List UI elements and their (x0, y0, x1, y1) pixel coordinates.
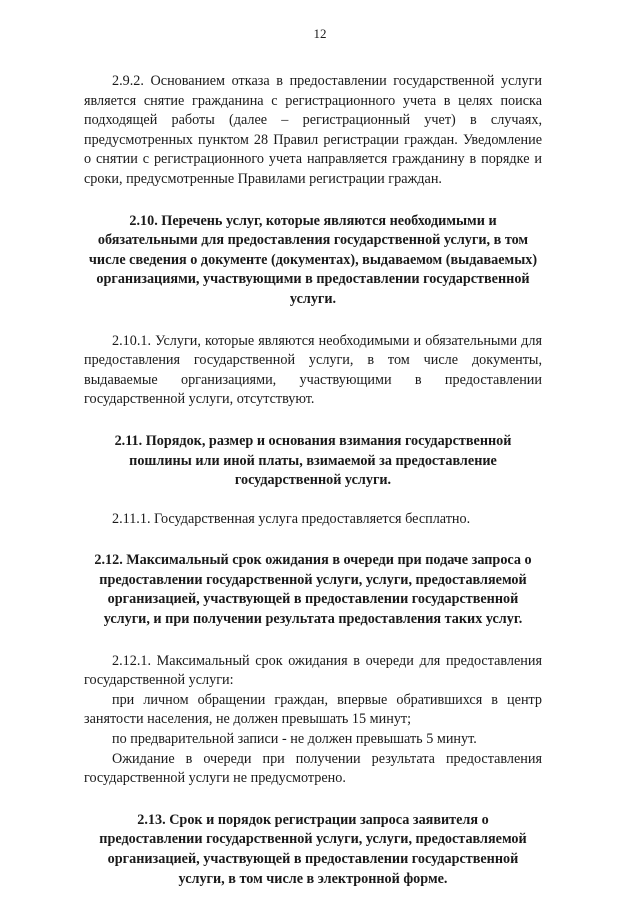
paragraph-2-11-1: 2.11.1. Государственная услуга предоставляется бесплатно. (112, 510, 471, 527)
paragraph-2-12-1-appointment: по предварительной записи - не должен превышать 5 минут. (112, 731, 477, 748)
paragraph-2-9-2: 2.9.2. Основанием отказа в предоставлении государственной услуги является снятие гражданина с регистрационного учета в целях поиска подходящей работы (далее – регистрационный учет) в случаях, предусмотренных пунктом 28 Правил регистрации граждан. Уведомление о снятии с регистрационного учета направляется гражданину в порядке и сроки, предусмотренные Правилами регистрации граждан. (84, 73, 542, 187)
heading-2-12: 2.12. Максимальный срок ожидания в очереди при подаче запроса о предоставлении государственной услуги, услуги, предоставляемой организацией, участвующей в предоставлении государственной услуги, и при получении результата предоставления таких услуг. (94, 552, 532, 628)
heading-2-10: 2.10. Перечень услуг, которые являются необходимыми и обязательными для предоставления государственной услуги, в том числе сведения о документе (документах), выдаваемом (выдаваемых) организациями, участвующими в предоставлении государственной услуги. (88, 212, 538, 307)
spacer (84, 789, 542, 811)
heading-2-13: 2.13. Срок и порядок регистрации запроса заявителя о предоставлении государственной услуги, услуги, предоставляемой организацией, участвующей в предоставлении государственной услуги, в том числе в электронной форме. (99, 811, 527, 887)
spacer (84, 310, 542, 332)
heading-2-11: 2.11. Порядок, размер и основания взимания государственной пошлины или иной платы, взимаемой за предоставление государственной услуги. (114, 432, 512, 489)
spacer (84, 410, 542, 432)
page-number: 12 (313, 26, 327, 41)
spacer (84, 190, 542, 212)
spacer (84, 529, 542, 551)
paragraph-2-12-1-result-wait: Ожидание в очереди при получении результата предоставления государственной услуги не предусмотрено. (84, 750, 542, 787)
paragraph-2-10-1: 2.10.1. Услуги, которые являются необходимыми и обязательными для предоставления государственной услуги, в том числе документы, выдаваемые организациями, участвующими в предоставлении государственной услуги, отсутствуют. (84, 332, 542, 408)
paragraph-2-12-1-personal-visit: при личном обращении граждан, впервые обратившихся в центр занятости населения, не должен превышать 15 минут; (84, 691, 542, 728)
spacer (84, 491, 542, 510)
page-content (84, 72, 542, 889)
paragraph-2-12-1: 2.12.1. Максимальный срок ожидания в очереди для предоставления государственной услуги: (84, 652, 542, 689)
spacer (84, 630, 542, 652)
